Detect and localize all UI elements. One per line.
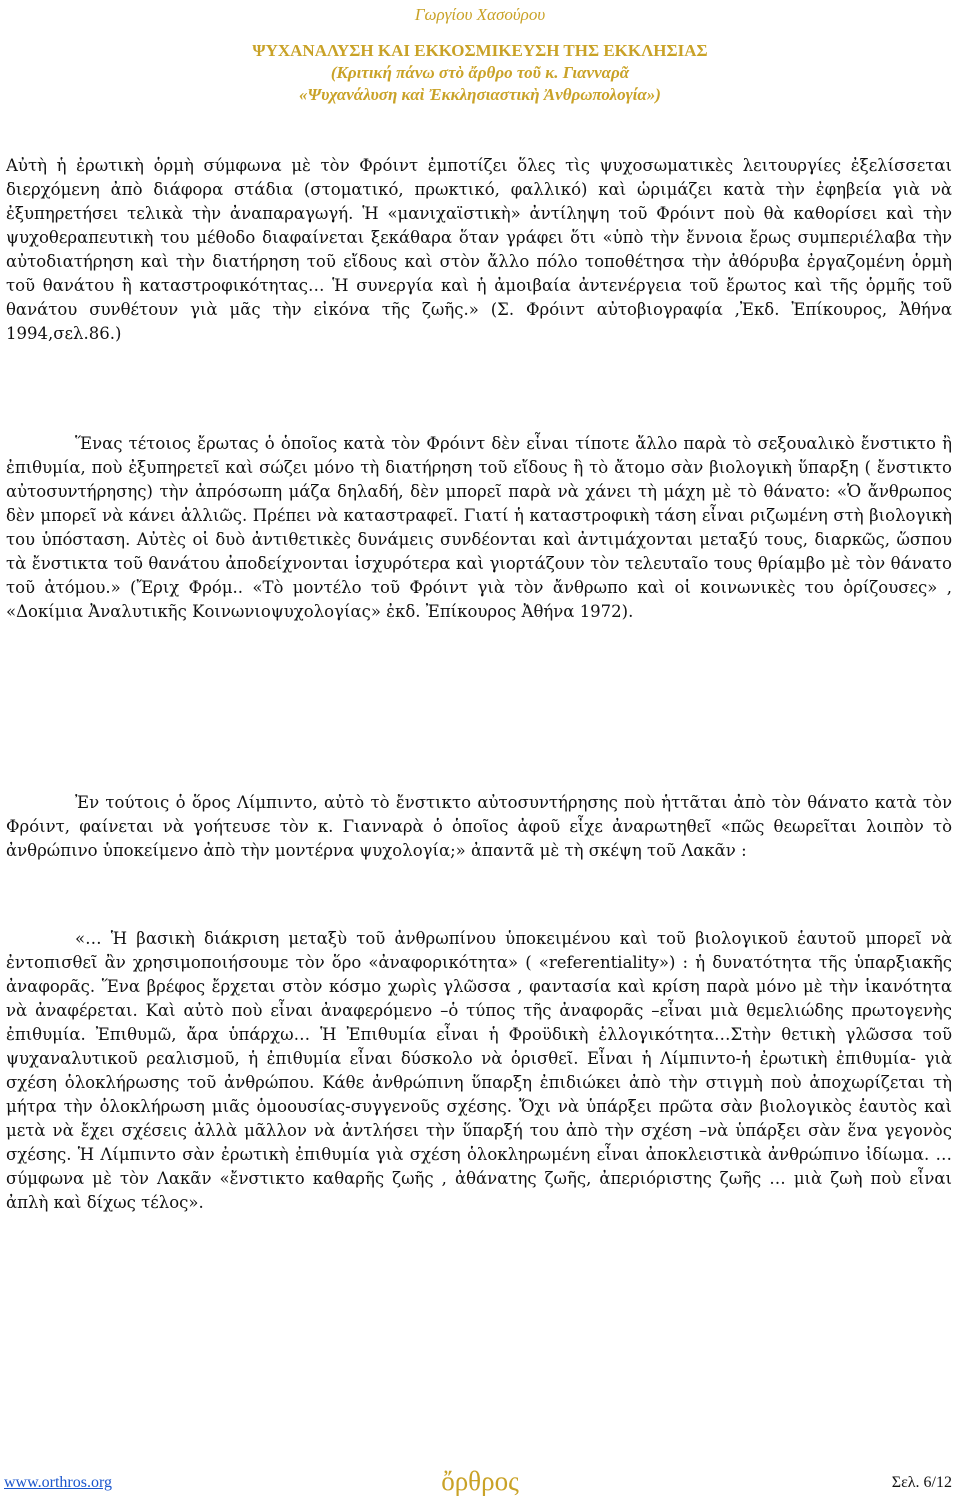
paragraph-4: «… Ἡ βασικὴ διάκριση μεταξὺ τοῦ ἀνθρωπίνου ὑποκειμένου καὶ τοῦ βιολογικοῦ ἑαυτοῦ μπορεῖ νὰ ἐντοπισθεῖ ἂν χρησιμοποιήσουμε τὸν ὅρο «ἀναφορικότητα» ( «referentiality») : ἡ δυνατότητα τῆς ὑπαρξιακῆς ἀναφορᾶς. Ἕνα βρέφος ἔρχεται στὸν κόσμο χωρὶς γλῶσσα , φαντασία καὶ κρίση παρὰ μόνο μὲ τὴν ἱκανότητα νὰ ἀναφέρεται. Καὶ αὐτὸ ποὺ εἶναι ἀναφερόμενο –ὁ τύπος τῆς ἀναφορᾶς –εἶναι μιὰ θεμελιώδης πρωτογενὴς ἐπιθυμία. Ἐπιθυμῶ, ἄρα ὑπάρχω… Ἡ Ἐπιθυμία εἶναι ἡ Φροϋδικὴ ἑλλογικότητα…Στὴν θετικὴ γλῶσσα τοῦ ψυχαναλυτικοῦ ρεαλισμοῦ, ἡ ἐπιθυμία εἶναι δύσκολο νὰ ὁρισθεῖ. Εἶναι ἡ Λίμπιντο-ἡ ἐρωτικὴ ἐπιθυμία- γιὰ σχέση ὁλοκλήρωσης τοῦ ἀνθρώπου. Κάθε ἀνθρώπινη ὕπαρξη ἐπιδιώκει ἀπὸ τὴν στιγμὴ ποὺ ἀποχωρίζεται τὴ μήτρα τὴν ὁλοκλήρωση μιᾶς ὁμοουσίας-συγγενοῦς σχέσης. Ὄχι νὰ ὑπάρξει πρῶτα σὰν βιολογικὸς ἑαυτὸς καὶ μετὰ νὰ ἔχει σχέσεις ἀλλὰ μᾶλλον νὰ ἀντλήσει τὴν ὕπαρξή του ἀπὸ τὴν σχέση –νὰ ὑπάρξει σὰν ἕνα γεγονὸς σχέσης. Ἡ Λίμπιντο σὰν ἐρωτικὴ ἐπιθυμία γιὰ σχέση ὁλοκληρωμένη εἶναι ἀποκλειστικὰ ἀνθρώπινο ἰδίωμα. … σύμφωνα μὲ τὸν Λακᾶν «ἔνστικτο καθαρῆς ζωῆς , ἀθάνατης ζωῆς, ἀπεριόριστης ζωῆς … μιὰ ζωὴ ποὺ εἶναι ἀπλὴ καὶ δίχως τέλος». xyxy=(6,929,952,1212)
page-header xyxy=(0,4,960,106)
paragraph-1: Αὐτὴ ἡ ἐρωτικὴ ὁρμὴ σύμφωνα μὲ τὸν Φρόιντ ἐμποτίζει ὅλες τὶς ψυχοσωματικὲς λειτουργίες ἐξελίσσεται διερχόμενη ἀπὸ διάφορα στάδια (στοματικό, πρωκτικό, φαλλικό) καὶ ὡριμάζει κατὰ τὴν ἐφηβεία γιὰ νὰ ἐξυπηρετήσει τελικὰ τὴν ἀναπαραγωγή. Ἡ «μανιχαϊστικὴ» ἀντίληψη τοῦ Φρόιντ ποὺ θὰ καθορίσει καὶ τὴν ψυχοθεραπευτικὴ του μέθοδο διαφαίνεται ξεκάθαρα ὅταν γράφει ὅτι «ὑπὸ τὴν ἔννοια ἔρως συμπεριέλαβα τὴν αὐτοδιατήρηση καὶ τὴν διατήρηση τοῦ εἴδους καὶ στὸν ἄλλο πόλο τοποθέτησα τὴν ἀθόρυβα ἐργαζομένη ὁρμὴ τοῦ θανάτου ἢ καταστροφικότητας… Ἡ συνεργία καὶ ἡ ἀμοιβαία ἀντενέργεια τοῦ ἔρωτος καὶ τῆς ὁρμῆς τοῦ θανάτου συνθέτουν γιὰ μᾶς τὴν εἰκόνα τῆς ζωῆς.» (Σ. Φρόιντ αὐτοβιογραφία ,Ἐκδ. Ἐπίκουρος, Ἀθήνα 1994,σελ.86.) xyxy=(6,156,952,343)
page-number: Σελ. 6/12 xyxy=(891,1474,952,1491)
body-section-3 xyxy=(6,791,952,863)
body-section-4 xyxy=(6,927,952,1215)
paragraph-3: Ἐν τούτοις ὁ ὅρος Λίμπιντο, αὐτὸ τὸ ἔνστικτο αὐτοσυντήρησης ποὺ ἡττᾶται ἀπὸ τὸν θάνατο κατὰ τὸν Φρόιντ, φαίνεται νὰ γοήτευσε τὸν κ. Γιανναρὰ ὁ ὁποῖος ἀφοῦ εἶχε ἀναρωτηθεῖ «πῶς θεωρεῖται λοιπὸν τὸ ἀνθρώπινο ὑποκείμενο ἀπὸ τὴν μοντέρνα ψυχολογία;» ἀπαντᾶ μὲ τὴ σκέψη τοῦ Λακᾶν : xyxy=(6,793,952,860)
article-subtitle-2: «Ψυχανάλυση καὶ Ἐκκλησιαστικὴ Ἀνθρωπολογία») xyxy=(299,85,661,104)
article-title: ΨΥΧΑΝΑΛΥΣΗ ΚΑΙ ΕΚΚΟΣΜΙΚΕΥΣΗ ΤΗΣ ΕΚΚΛΗΣΙΑΣ xyxy=(252,41,708,60)
page-footer xyxy=(0,1466,960,1496)
author-name: Γωργίου Χασούρου xyxy=(414,5,546,24)
paragraph-2: Ἕνας τέτοιος ἔρωτας ὁ ὁποῖος κατὰ τὸν Φρόιντ δὲν εἶναι τίποτε ἄλλο παρὰ τὸ σεξουαλικὸ ἔνστικτο ἢ ἐπιθυμία, ποὺ ἐξυπηρετεῖ καὶ σώζει μόνο τὴ διατήρηση τοῦ εἴδους ἢ τὸ ἄτομο σὰν βιολογικὴ ὕπαρξη ( ἔνστικτο αὐτοσυντήρησης) τὴν ἀπρόσωπη μάζα δηλαδή, δὲν μπορεῖ παρὰ νὰ χάνει τὴ μάχη μὲ τὸ θάνατο: «Ὁ ἄνθρωπος δὲν μπορεῖ νὰ κάνει ἀλλιῶς. Πρέπει νὰ καταστραφεῖ. Γιατί ἡ καταστροφικὴ τάση εἶναι ριζωμένη στὴ βιολογικὴ του ὑπόσταση. Αὐτὲς οἱ δυὸ ἀντιθετικὲς δυνάμεις συνδέονται καὶ ἀντιμάχονται μεταξύ τους, διαρκῶς, ὥσπου τὰ ἔνστικτα τοῦ θανάτου ἀποδείχνονται ἰσχυρότερα καὶ γιορτάζουν τὸν τελευταῖο τους θρίαμβο μὲ τὸν θάνατο τοῦ ἀτόμου.» (Ἔριχ Φρόμ.. «Τὸ μοντέλο τοῦ Φρόιντ γιὰ τὸν ἄνθρωπο καὶ οἱ κοινωνικὲς του ὁρίζουσες» , «Δοκίμια Ἀναλυτικῆς Κοινωνιοψυχολογίας» ἐκδ. Ἐπίκουρος Ἀθήνα 1972). xyxy=(6,434,952,621)
article-subtitle: (Κριτική πάνω στὸ ἄρθρο τοῦ κ. Γιανναρᾶ xyxy=(330,63,630,82)
body-section-2 xyxy=(6,432,952,624)
site-link[interactable]: www.orthros.org xyxy=(4,1474,112,1491)
body-section-1 xyxy=(6,154,952,346)
brand-logo-text: ὄρθρος xyxy=(441,1466,519,1496)
